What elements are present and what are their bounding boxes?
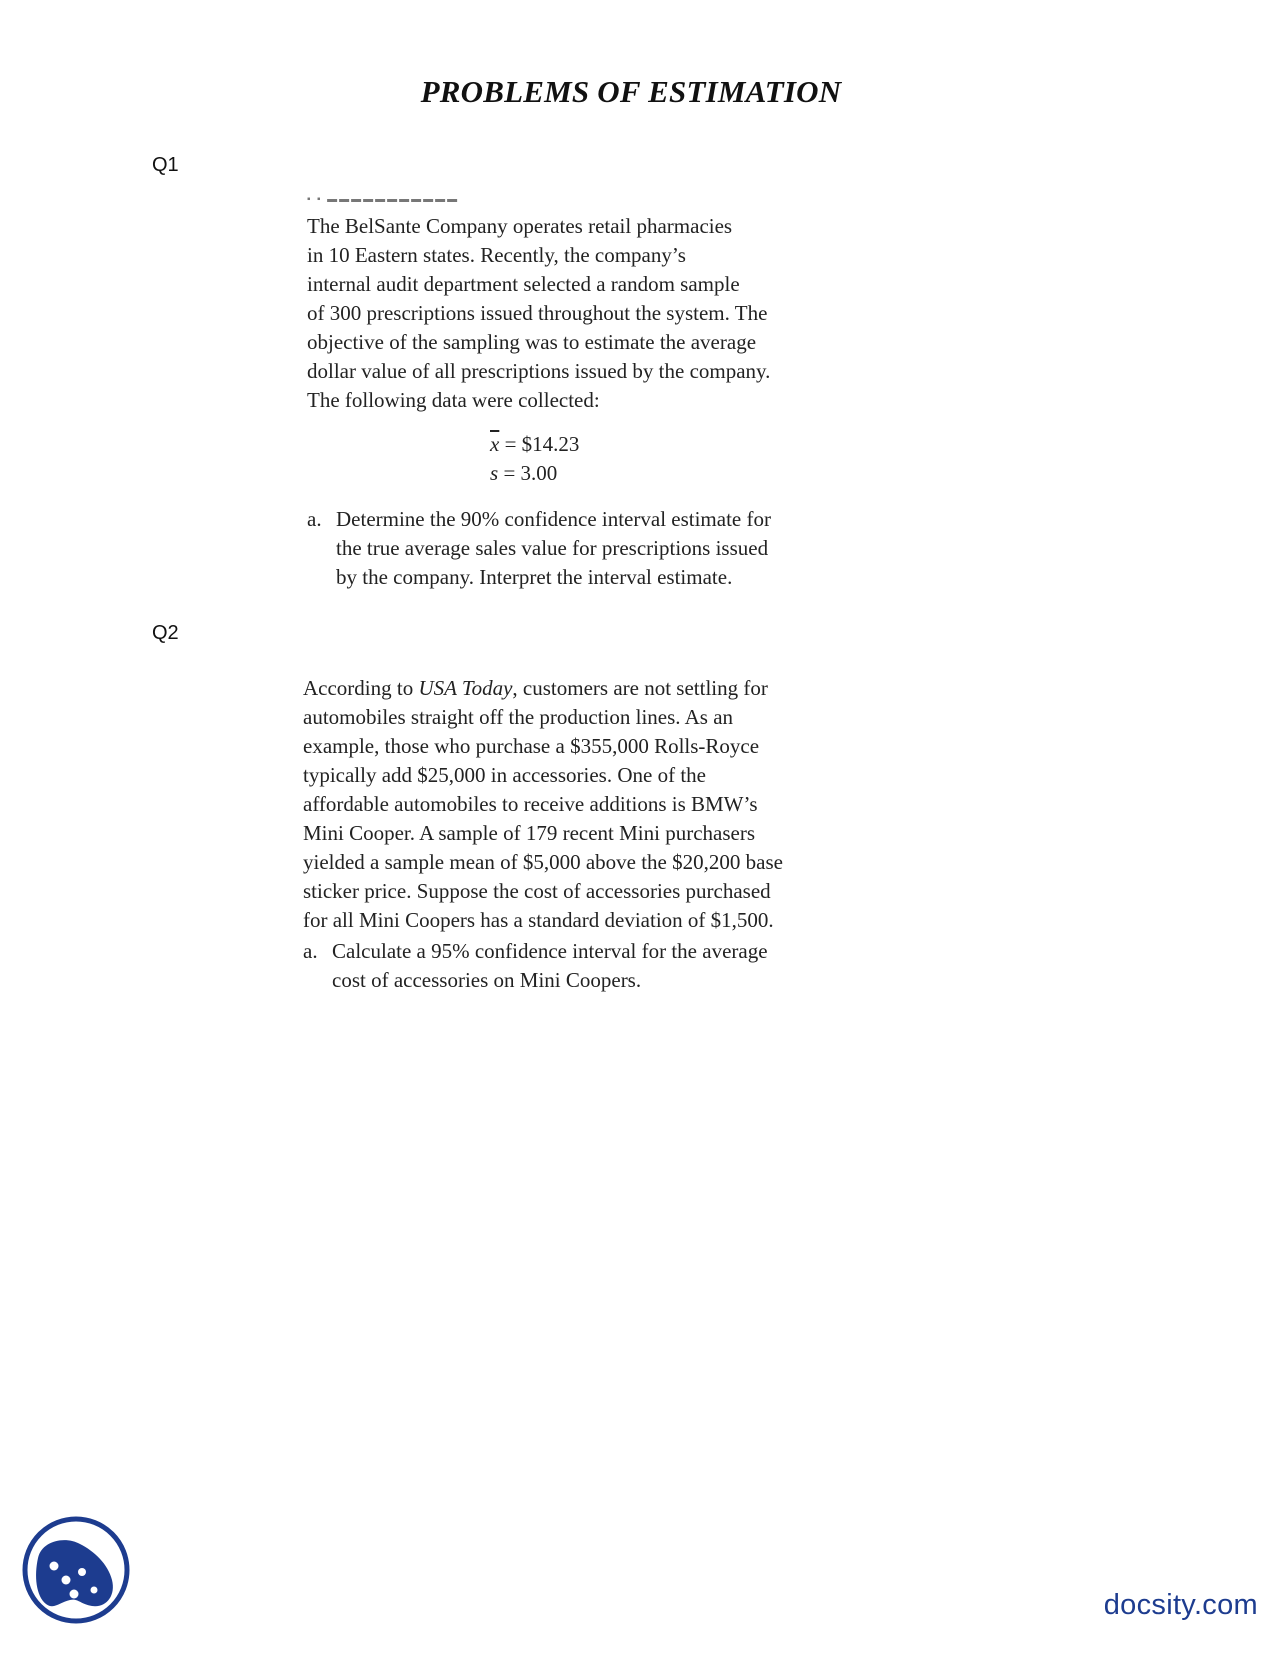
q1-line: dollar value of all prescriptions issued by the company. <box>307 359 771 383</box>
question-label-q2: Q2 <box>152 622 179 644</box>
q2-line: yielded a sample mean of $5,000 above the $20,200 base <box>303 850 783 874</box>
mean-value: = $14.23 <box>499 432 580 456</box>
q2-problem-text <box>303 674 783 935</box>
q2-line: typically add $25,000 in accessories. One of the <box>303 763 706 787</box>
q2-line: Mini Cooper. A sample of 179 recent Mini purchasers <box>303 821 756 845</box>
page-title: PROBLEMS OF ESTIMATION <box>420 74 842 109</box>
q1-part-a-line: Determine the 90% confidence interval estimate for <box>336 507 771 531</box>
part-marker: a. <box>303 939 318 963</box>
source-name: USA Today <box>418 676 513 700</box>
q1-line: objective of the sampling was to estimate the average <box>307 330 757 354</box>
q2-line: affordable automobiles to receive additions is BMW’s <box>303 792 758 816</box>
q1-line: The BelSante Company operates retail pharmacies <box>307 214 733 238</box>
q2-line: example, those who purchase a $355,000 Rolls-Royce <box>303 734 760 758</box>
cropped-text-fragment: ▪ ▪ ▬▬▬▬▬▬▬▬▬▬▬ <box>307 194 460 205</box>
q2-line-start: According to <box>303 676 419 700</box>
q2-line: sticker price. Suppose the cost of accessories purchased <box>303 879 771 903</box>
docsity-watermark-link[interactable]: docsity.com <box>1103 1589 1258 1621</box>
mean-symbol: $\overline{x}$ <box>490 432 500 456</box>
q1-line: The following data were collected: <box>307 388 600 412</box>
sample-mean-formula <box>490 432 579 457</box>
q2-line: for all Mini Coopers has a standard deviation of $1,500. <box>303 908 774 932</box>
q1-part-a <box>307 505 771 592</box>
q1-line: internal audit department selected a random sample <box>307 272 740 296</box>
q2-part-a-line: cost of accessories on Mini Coopers. <box>332 968 642 992</box>
q1-part-a-line: by the company. Interpret the interval estimate. <box>336 565 733 589</box>
sample-sd-formula <box>490 461 557 486</box>
docsity-logo-icon[interactable] <box>20 1514 132 1626</box>
q1-line: in 10 Eastern states. Recently, the company’s <box>307 243 686 267</box>
q2-line <box>303 674 783 703</box>
question-label-q1: Q1 <box>152 154 179 176</box>
part-marker: a. <box>307 507 322 531</box>
sd-symbol: s <box>490 461 499 485</box>
q2-part-a <box>303 937 768 995</box>
q1-line: of 300 prescriptions issued throughout the system. The <box>307 301 768 325</box>
sd-value: = 3.00 <box>498 461 558 485</box>
q1-problem-text <box>307 212 770 415</box>
q2-line: automobiles straight off the production lines. As an <box>303 705 734 729</box>
q1-part-a-line: the true average sales value for prescriptions issued <box>336 536 769 560</box>
q2-part-a-line: Calculate a 95% confidence interval for the average <box>332 939 768 963</box>
q2-line-end: , customers are not settling for <box>512 676 768 700</box>
